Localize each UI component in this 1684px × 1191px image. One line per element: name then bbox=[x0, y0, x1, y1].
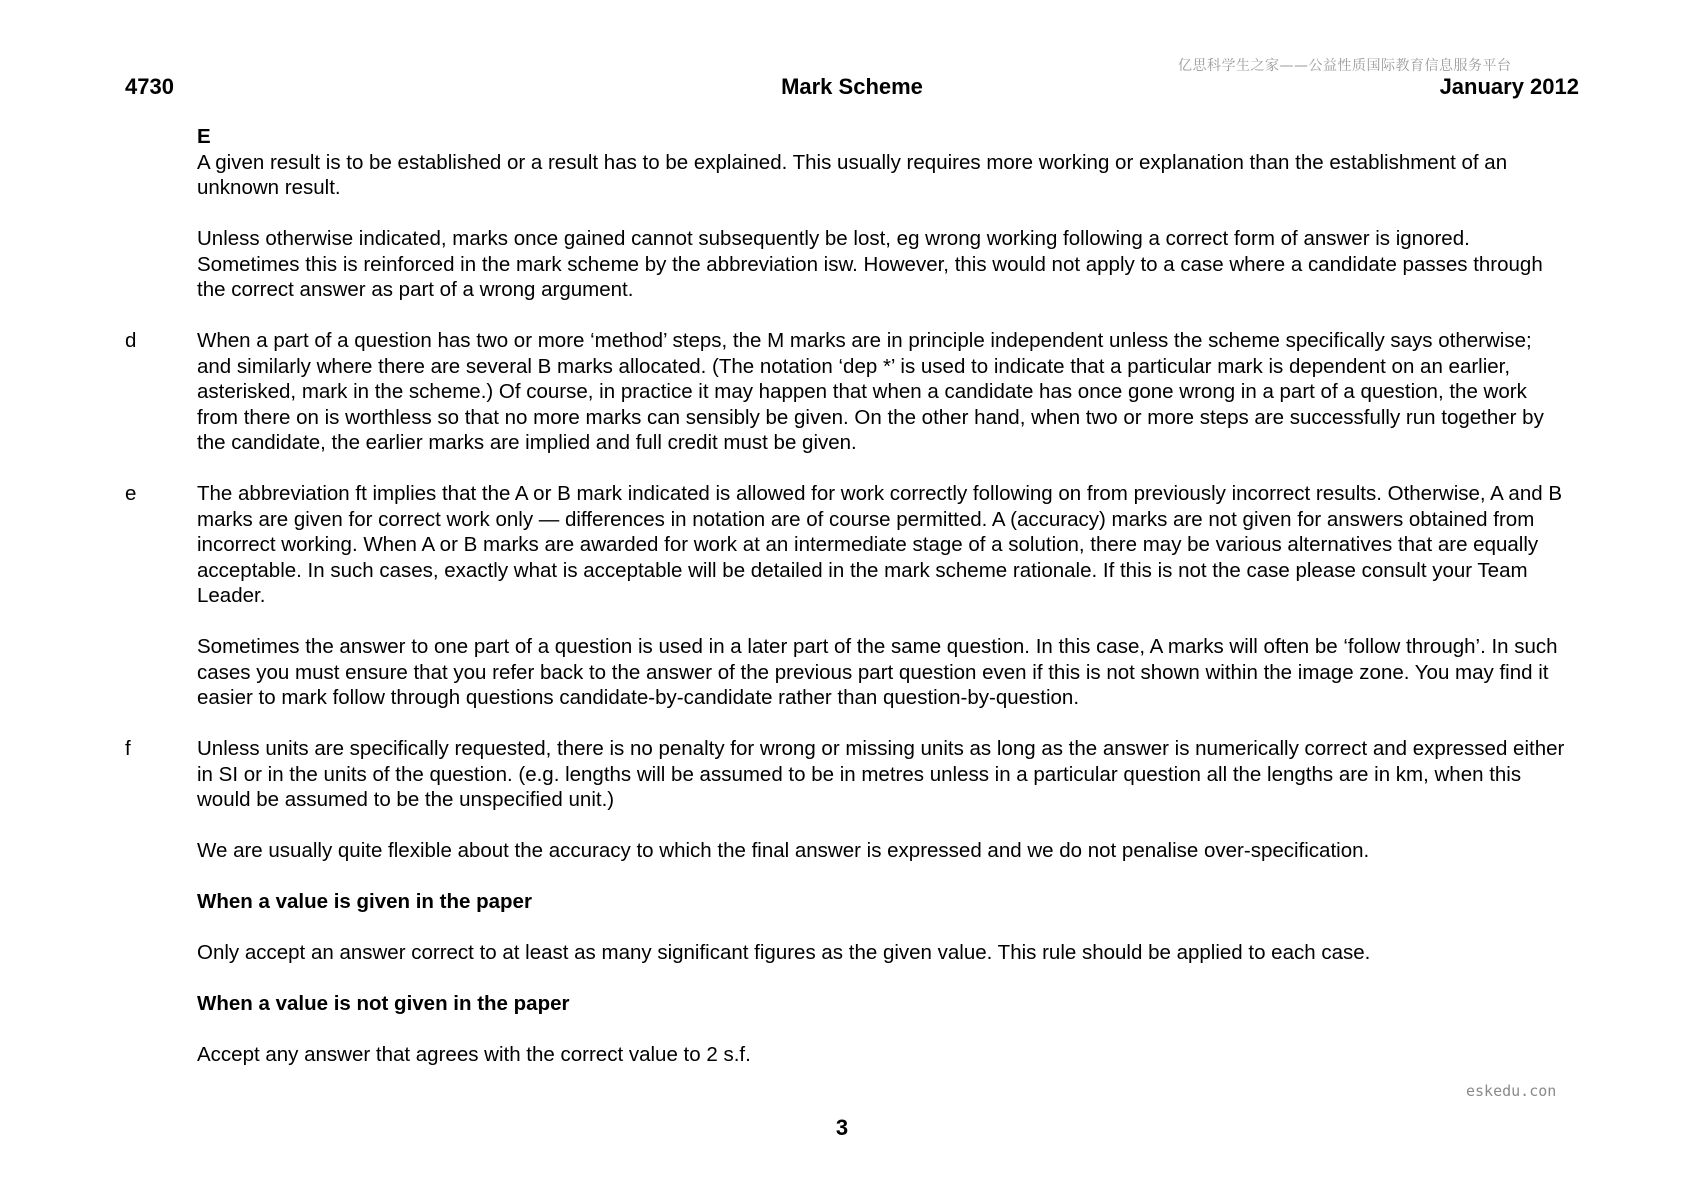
page-title: Mark Scheme bbox=[781, 74, 923, 99]
paragraph: Only accept an answer correct to at least as many significant figures as the given value. This rule should be applied to each case. bbox=[197, 941, 1371, 964]
item-e bbox=[125, 481, 1565, 711]
item-d bbox=[125, 328, 1565, 456]
watermark-bottom: eskedu.con bbox=[1466, 1082, 1557, 1100]
paragraph: We are usually quite flexible about the accuracy to which the final answer is expressed and we do not penalise over-specification. bbox=[197, 839, 1370, 862]
paragraph: A given result is to be established or a result has to be explained. This usually requires more working or explanation than the establishment of an unknown result. bbox=[197, 150, 1508, 199]
watermark-top: 亿思科学生之家——公益性质国际教育信息服务平台 bbox=[1178, 58, 1512, 74]
subheading-value-not-given: When a value is not given in the paper bbox=[197, 992, 570, 1015]
item-f bbox=[125, 736, 1565, 1068]
section-heading-e: E bbox=[197, 125, 211, 148]
paragraph: Unless otherwise indicated, marks once gained cannot subsequently be lost, eg wrong working following a correct form of answer is ignored. Sometimes this is reinforced in the mark scheme by the abbreviation isw. However, this would not apply to a case where a candidate passes through the correct answer as part of a wrong argument. bbox=[197, 227, 1543, 301]
item-marker: e bbox=[125, 482, 137, 505]
paragraph: Unless units are specifically requested, there is no penalty for wrong or missing units as long as the answer is numerically correct and expressed either in SI or in the units of the question. (e.g. lengths will be assumed to be in metres unless in a particular question all the lengths are in km, when this would be assumed to be the unspecified unit.) bbox=[197, 737, 1565, 811]
exam-date: January 2012 bbox=[1439, 74, 1579, 99]
paragraph: When a part of a question has two or more ‘method’ steps, the M marks are in principle independent unless the scheme specifically says otherwise; and similarly where there are several B marks allocated. (The notation ‘dep *’ is used to indicate that a particular mark is dependent on an earlier, asterisked, mark in the scheme.) Of course, in practice it may happen that when a candidate has once gone wrong in a part of a question, the work from there on is worthless so that no more marks can sensibly be given. On the other hand, when two or more steps are successfully run together by the candidate, the earlier marks are implied and full credit must be given. bbox=[197, 329, 1544, 454]
paragraph: The abbreviation ft implies that the A or B mark indicated is allowed for work correctly following on from previously incorrect results. Otherwise, A and B marks are given for correct work only — differences in notation are of course permitted. A (accuracy) marks are not given for answers obtained from incorrect working. When A or B marks are awarded for work at an intermediate stage of a solution, there may be various alternatives that are equally acceptable. In such cases, exactly what is acceptable will be detailed in the mark scheme rationale. If this is not the case please consult your Team Leader. bbox=[197, 482, 1562, 607]
item-marker: d bbox=[125, 329, 137, 352]
section-e-upper bbox=[125, 124, 1565, 303]
paragraph: Accept any answer that agrees with the correct value to 2 s.f. bbox=[197, 1043, 751, 1066]
item-marker: f bbox=[125, 737, 131, 760]
paper-code: 4730 bbox=[125, 74, 174, 99]
document-body bbox=[125, 124, 1565, 1068]
page-number: 3 bbox=[835, 1115, 849, 1140]
page-header bbox=[125, 74, 1579, 104]
paragraph: Sometimes the answer to one part of a question is used in a later part of the same question. In this case, A marks will often be ‘follow through’. In such cases you must ensure that you refer back to the answer of the previous part question even if this is not shown within the image zone. You may find it easier to mark follow through questions candidate-by-candidate rather than question-by-question. bbox=[197, 635, 1558, 709]
subheading-value-given: When a value is given in the paper bbox=[197, 890, 532, 913]
